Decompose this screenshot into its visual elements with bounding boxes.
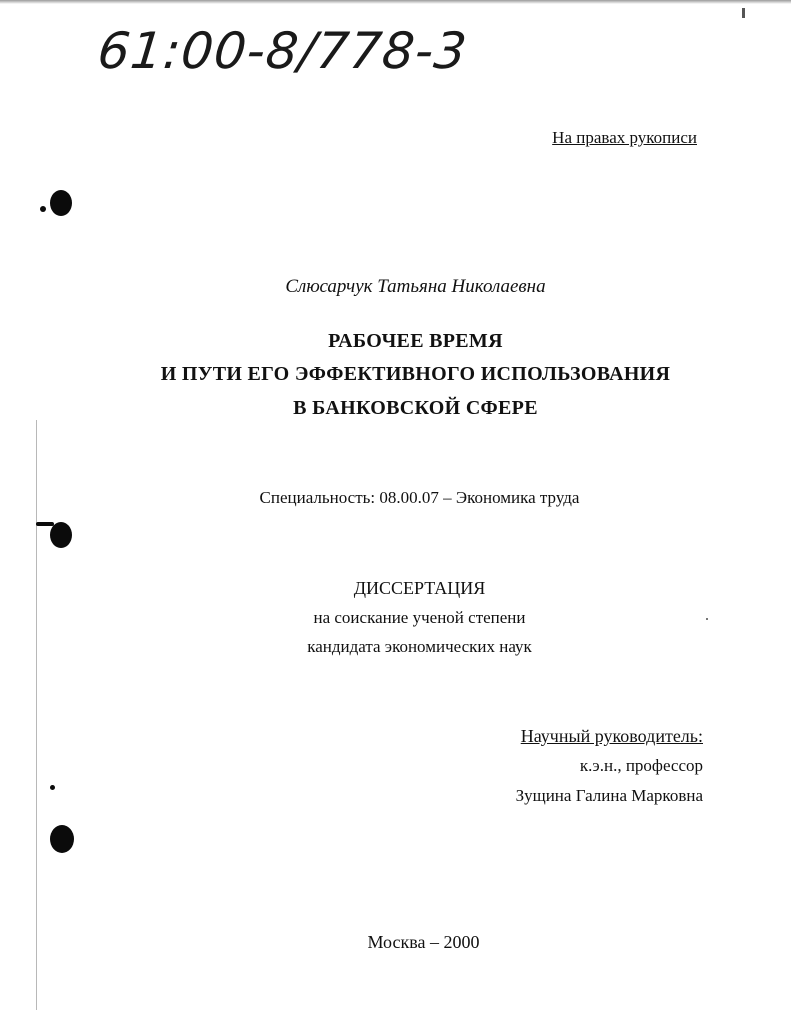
punch-hole-top (50, 190, 72, 216)
advisor-name: Зущина Галина Марковна (515, 786, 703, 805)
punch-hole-bottom (50, 825, 74, 853)
title-line-2: И ПУТИ ЕГО ЭФФЕКТИВНОГО ИСПОЛЬЗОВАНИЯ (160, 363, 671, 385)
title-line-1: РАБОЧЕЕ ВРЕМЯ (328, 330, 503, 352)
title-line-3: В БАНКОВСКОЙ СФЕРЕ (293, 397, 538, 419)
dissertation-purpose-line-2: кандидата экономических наук (307, 637, 532, 656)
scan-left-edge (36, 420, 37, 1010)
dissertation-type: ДИССЕРТАЦИЯ (353, 578, 486, 598)
city-year: Москва – 2000 (367, 932, 480, 952)
scan-speck (50, 785, 55, 790)
advisor-label: Научный руководитель: (520, 726, 703, 746)
specialty: Специальность: 08.00.07 – Экономика труда (259, 488, 580, 507)
advisor-degree: к.э.н., профессор (579, 756, 703, 775)
punch-hole-middle (50, 522, 72, 548)
scan-top-edge (0, 0, 791, 4)
rights-notice: На правах рукописи (552, 128, 697, 147)
scan-speck (40, 206, 46, 212)
dissertation-purpose-line-1: на соискание ученой степени (313, 608, 526, 627)
scan-mark (742, 8, 745, 18)
handwritten-archive-number: 61:00-8/778-3 (94, 22, 471, 80)
author-name: Слюсарчук Татьяна Николаевна (285, 276, 546, 297)
scan-speck (36, 522, 54, 526)
